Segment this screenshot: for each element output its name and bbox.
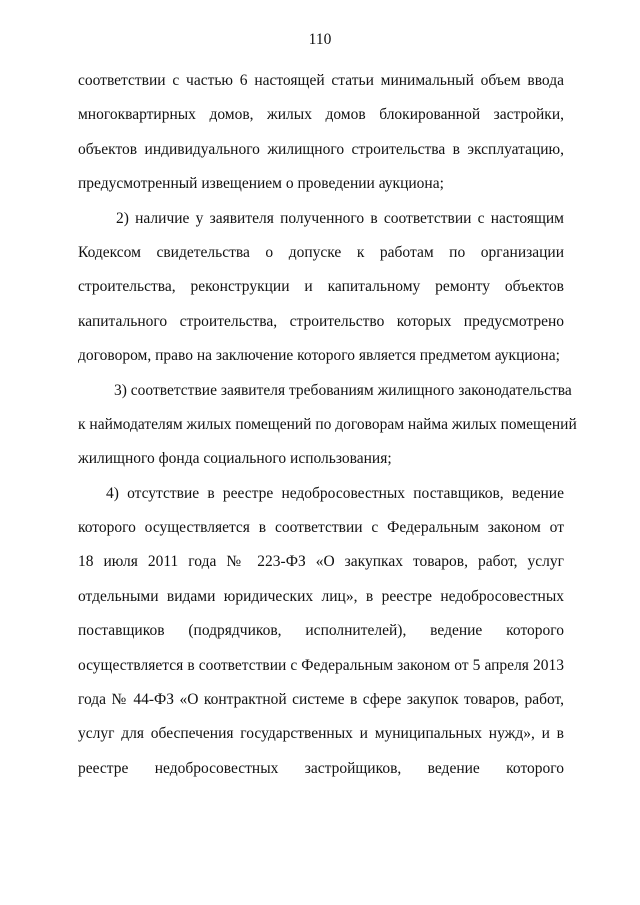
text-line: жилищного фонда социального использования; bbox=[78, 450, 392, 468]
text-line: многоквартирных домов, жилых домов блокированной застройки, bbox=[78, 106, 564, 124]
text-line: осуществляется в соответствии с Федеральным законом от 5 апреля 2013 bbox=[78, 656, 564, 674]
text-line: к наймодателям жилых помещений по договорам найма жилых помещений bbox=[78, 415, 577, 433]
text-line: Кодексом свидетельства о допуске к работам по организации bbox=[78, 243, 564, 261]
text-line: 18 июля 2011 года № 223-ФЗ «О закупках товаров, работ, услуг bbox=[78, 553, 564, 571]
page-number: 110 bbox=[308, 31, 332, 48]
paragraph-3-first-line: 3) соответствие заявителя требованиям жилищного законодательства bbox=[114, 381, 572, 399]
text-line: услуг для обеспечения государственных и муниципальных нужд», и в bbox=[78, 725, 564, 743]
text-line: которого осуществляется в соответствии с Федеральным законом от bbox=[78, 519, 564, 537]
text-line: капитального строительства, строительство которых предусмотрено bbox=[78, 312, 564, 330]
paragraph-2-first-line: 2) наличие у заявителя полученного в соответствии с настоящим bbox=[116, 209, 564, 227]
document-body bbox=[78, 71, 577, 793]
text-line: реестре недобросовестных застройщиков, ведение которого bbox=[78, 759, 564, 777]
text-line: объектов индивидуального жилищного строительства в эксплуатацию, bbox=[78, 140, 564, 158]
text-line: отдельными видами юридических лиц», в реестре недобросовестных bbox=[78, 587, 564, 605]
text-line: соответствии с частью 6 настоящей статьи минимальный объем ввода bbox=[78, 72, 564, 89]
text-line: года № 44-ФЗ «О контрактной системе в сфере закупок товаров, работ, bbox=[78, 691, 564, 709]
text-line: договором, право на заключение которого является предметом аукциона; bbox=[78, 347, 560, 365]
text-line: строительства, реконструкции и капитальному ремонту объектов bbox=[78, 278, 564, 296]
text-line: поставщиков (подрядчиков, исполнителей), ведение которого bbox=[78, 622, 564, 640]
text-line: предусмотренный извещением о проведении аукциона; bbox=[78, 175, 444, 193]
paragraph-4-first-line: 4) отсутствие в реестре недобросовестных поставщиков, ведение bbox=[106, 484, 564, 502]
